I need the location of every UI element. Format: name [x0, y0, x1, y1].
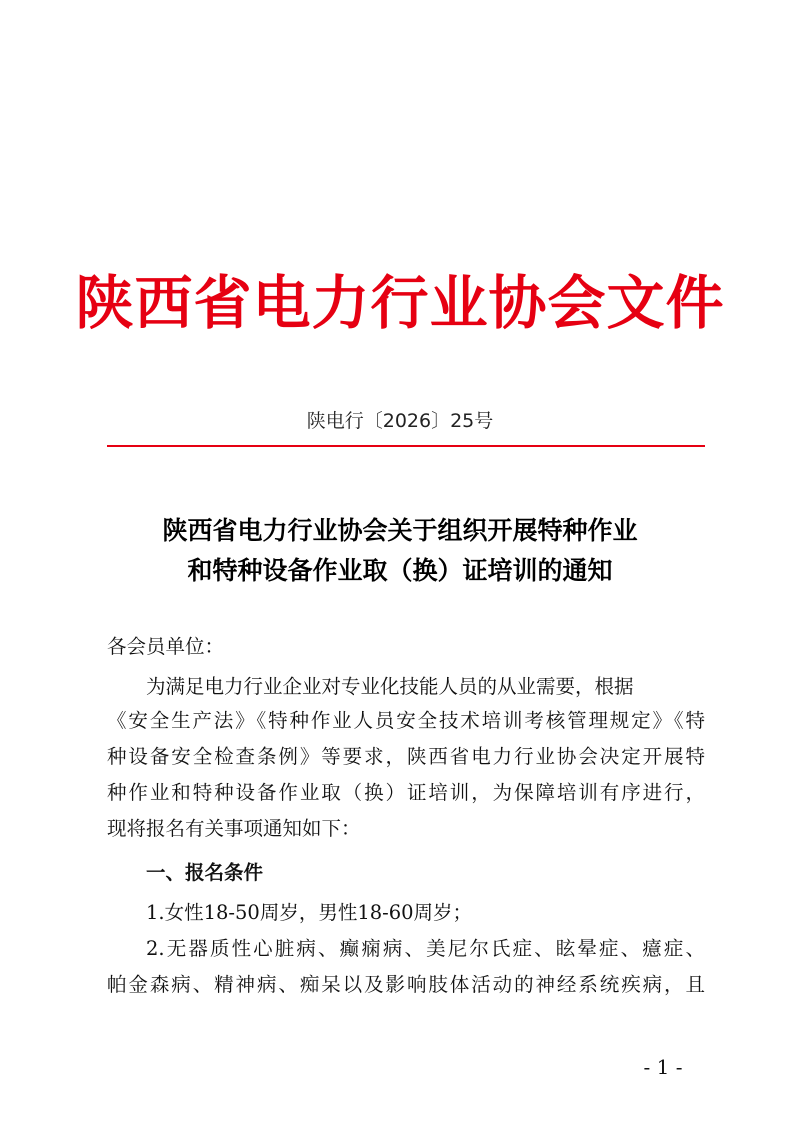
body-line-1: 为满足电力行业企业对专业化技能人员的从业需要，根据	[146, 675, 634, 698]
list-item-2-line-1: 2.无器质性心脏病、癫痫病、美尼尔氏症、眩晕症、癔症、	[146, 937, 705, 960]
list-item-1: 1.女性18-50周岁，男性18-60周岁；	[146, 901, 473, 924]
page-number: - 1 -	[643, 1055, 683, 1079]
document-number: 陕电行〔2026〕25号	[306, 410, 494, 432]
notice-title	[100, 511, 700, 591]
salutation: 各会员单位：	[107, 635, 225, 658]
notice-title-line-2: 和特种设备作业取（换）证培训的通知	[187, 556, 613, 585]
red-divider-line	[107, 445, 705, 447]
body-line-2: 《安全生产法》《特种作业人员安全技术培训考核管理规定》《特	[107, 709, 705, 732]
org-file-title: 陕西省电力行业协会文件	[75, 269, 725, 337]
notice-title-line-1: 陕西省电力行业协会关于组织开展特种作业	[162, 516, 638, 545]
list-item-2-line-2: 帕金森病、精神病、痴呆以及影响肢体活动的神经系统疾病，且	[107, 973, 705, 996]
body-line-4: 种作业和特种设备作业取（换）证培训，为保障培训有序进行，	[107, 781, 705, 804]
body-line-3: 种设备安全检查条例》等要求，陕西省电力行业协会决定开展特	[107, 745, 705, 768]
body-line-5: 现将报名有关事项通知如下：	[107, 817, 361, 840]
section-heading-1: 一、报名条件	[146, 861, 264, 884]
